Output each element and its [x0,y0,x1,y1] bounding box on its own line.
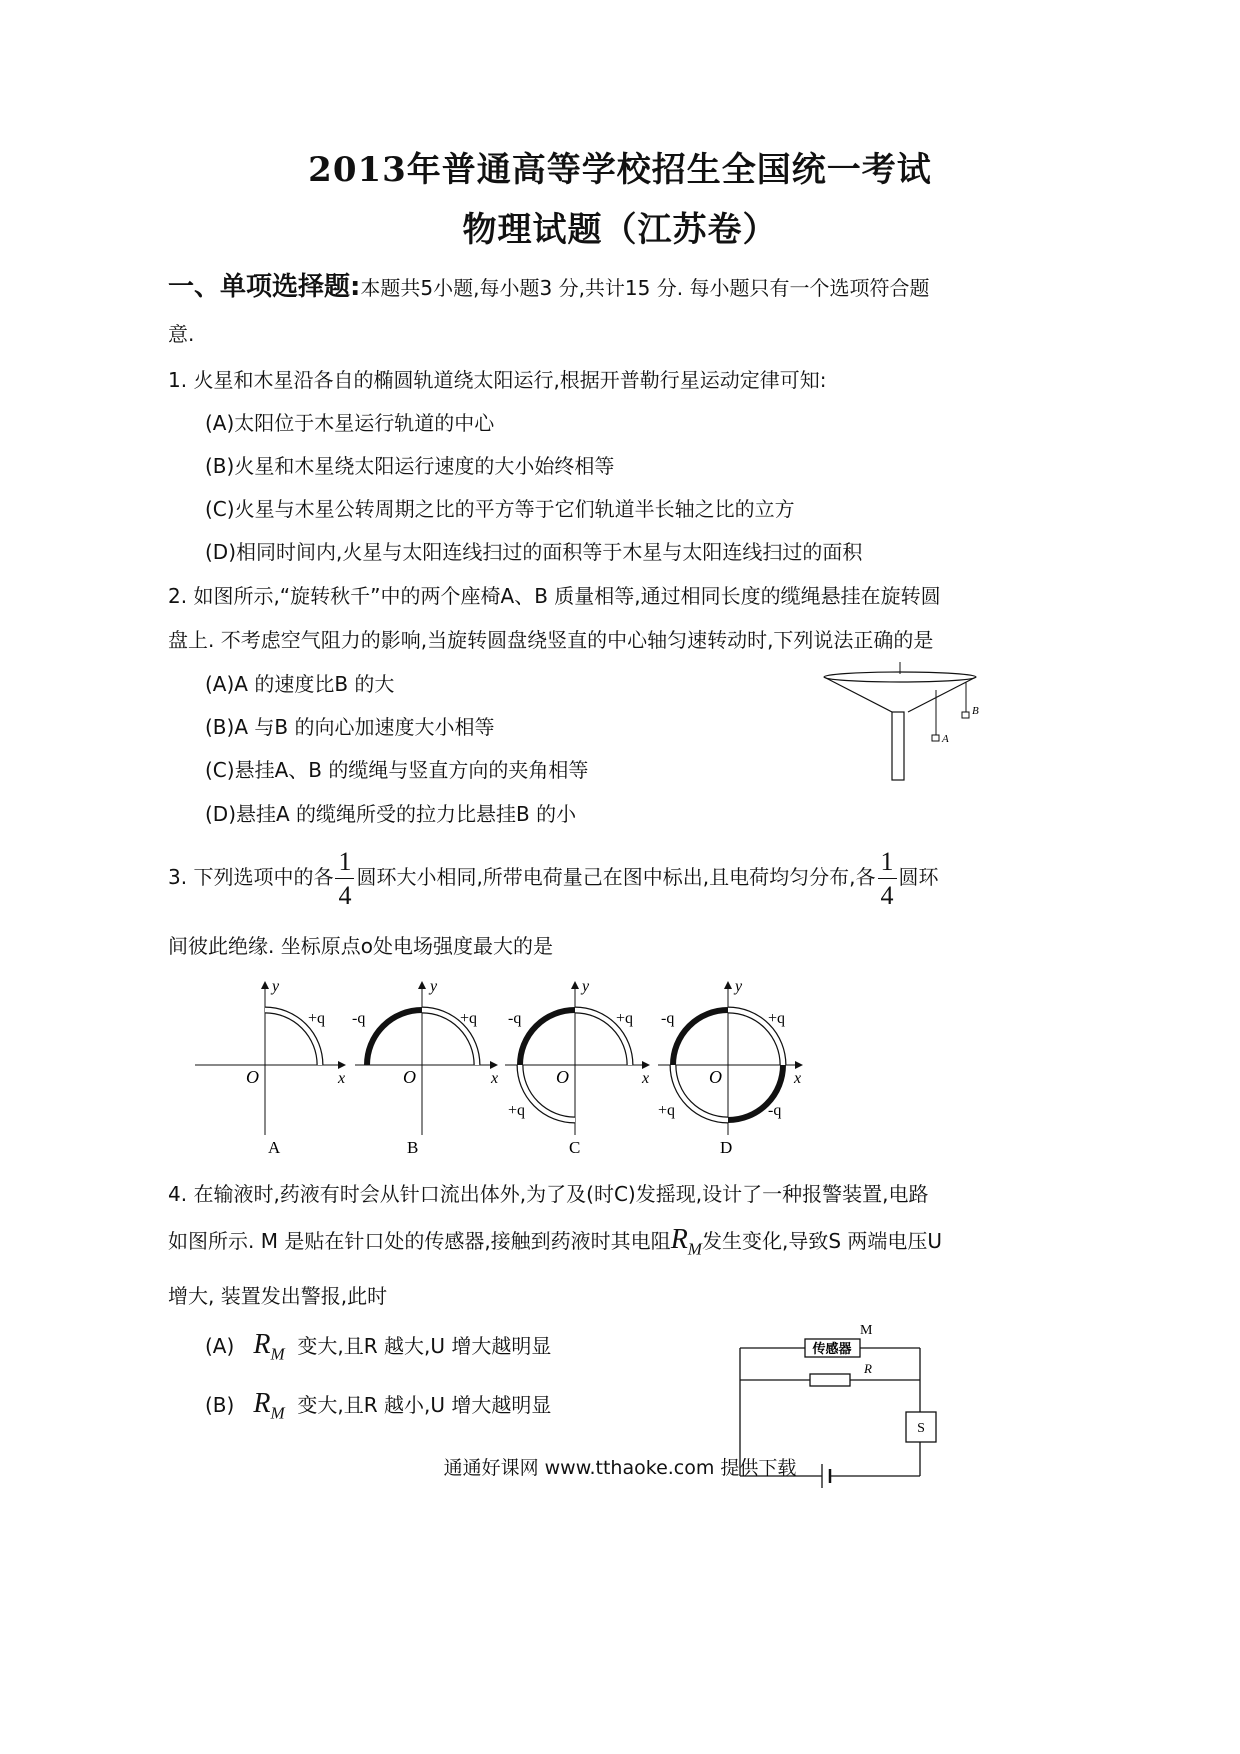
svg-text:+q: +q [460,1010,478,1027]
ring-panel-c [505,978,650,1157]
svg-text:x: x [794,1070,802,1087]
svg-text:x: x [642,1070,650,1087]
q1-stem: 1. 火星和木星沿各自的椭圆轨道绕太阳运行,根据开普勒行星运动定律可知: [168,368,827,392]
q1-option-c: (C)火星与木星公转周期之比的平方等于它们轨道半长轴之比的立方 [205,497,795,521]
ring-label-d: D [720,1138,733,1157]
q3-stem-c: 圆环 [898,865,939,889]
fraction-quarter-2: $\frac{1}{4}$ [878,849,897,909]
swing-figure [818,660,988,785]
q3-stem-a: 3. 下列选项中的各 [168,865,334,889]
sensor-label: 传感器 [812,1341,852,1356]
svg-text:x: x [338,1070,346,1087]
ring-panel-a [195,978,346,1157]
svg-text:y: y [272,978,280,995]
component-s-label: S [917,1421,925,1436]
svg-text:-q: -q [352,1010,366,1027]
q2-option-c: (C)悬挂A、B 的缆绳与竖直方向的夹角相等 [205,758,589,782]
svg-text:y: y [430,978,438,995]
ring-label-c: C [569,1138,581,1157]
q3-stem-line1 [168,842,939,912]
q4-stem-line1: 4. 在输液时,药液有时会从针口流出体外,为了及(时C)发摇现,设计了一种报警装置,电路 [168,1182,929,1206]
q4-option-b: (B) $R_M$ 变大,且R 越小,U 增大越明显 [205,1388,552,1423]
ring-panel-d [658,978,803,1157]
q3-stem-b: 圆环大小相同,所带电荷量己在图中标出,且电荷均匀分布,各 [356,865,876,889]
q2-option-b: (B)A 与B 的向心加速度大小相等 [205,715,495,739]
rm-symbol: $R_M$ [670,1224,702,1259]
svg-text:y: y [735,978,743,995]
exam-title: 2013年普通高等学校招生全国统一考试 [308,150,932,190]
svg-text:+q: +q [616,1010,634,1027]
svg-text:O: O [403,1067,416,1087]
ring-label-b: B [407,1138,419,1157]
q1-option-d: (D)相同时间内,火星与太阳连线扫过的面积等于木星与太阳连线扫过的面积 [205,540,863,564]
sensor-m-label: M [860,1323,873,1338]
q1-option-b: (B)火星和木星绕太阳运行速度的大小始终相等 [205,454,615,478]
q1-option-a: (A)太阳位于木星运行轨道的中心 [205,411,495,435]
svg-text:-q: -q [768,1102,782,1119]
swing-label-a: A [942,733,949,745]
svg-text:-q: -q [661,1010,675,1027]
ring-label-a: A [268,1138,281,1157]
svg-text:x: x [491,1070,499,1087]
q4-stem-line2: 如图所示. M 是贴在针口处的传感器,接触到药液时其电阻$R_M$发生变化,导致S 两端电压U [168,1224,943,1259]
section-desc: 本题共5小题,每小题3 分,共计15 分. 每小题只有一个选项符合题 [360,276,930,300]
svg-text:+q: +q [658,1102,676,1119]
q3-stem-line2: 间彼此绝缘. 坐标原点o处电场强度最大的是 [168,934,553,958]
svg-text:O: O [246,1067,259,1087]
swing-label-b: B [972,705,979,717]
section-desc-cont: 意. [168,322,195,346]
q4-option-a: (A) $R_M$ 变大,且R 越大,U 增大越明显 [205,1329,552,1364]
section-heading: 一、单项选择题: [168,272,361,302]
svg-text:+q: +q [508,1102,526,1119]
q2-stem-line1: 2. 如图所示,“旋转秋千”中的两个座椅A、B 质量相等,通过相同长度的缆绳悬挂在旋转圆 [168,584,941,608]
svg-text:+q: +q [768,1010,786,1027]
q2-option-d: (D)悬挂A 的缆绳所受的拉力比悬挂B 的小 [205,802,577,826]
ring-panel-b [352,978,498,1157]
svg-text:+q: +q [308,1010,326,1027]
q2-option-a: (A)A 的速度比B 的大 [205,672,395,696]
footer-credit: 通通好课网 www.tthaoke.com 提供下载 [443,1457,797,1479]
resistor-r-label: R [864,1361,872,1376]
section-heading-line [168,266,929,303]
fraction-quarter-1: $\frac{1}{4}$ [335,849,354,909]
svg-text:-q: -q [508,1010,522,1027]
svg-text:y: y [582,978,590,995]
q4-stem-line3: 增大, 装置发出警报,此时 [168,1284,388,1308]
svg-text:O: O [709,1067,722,1087]
exam-subtitle: 物理试题（江苏卷） [462,210,778,250]
svg-text:O: O [556,1067,569,1087]
q2-stem-line2: 盘上. 不考虑空气阻力的影响,当旋转圆盘绕竖直的中心轴匀速转动时,下列说法正确的是 [168,628,934,652]
ring-charge-figure [190,975,820,1160]
